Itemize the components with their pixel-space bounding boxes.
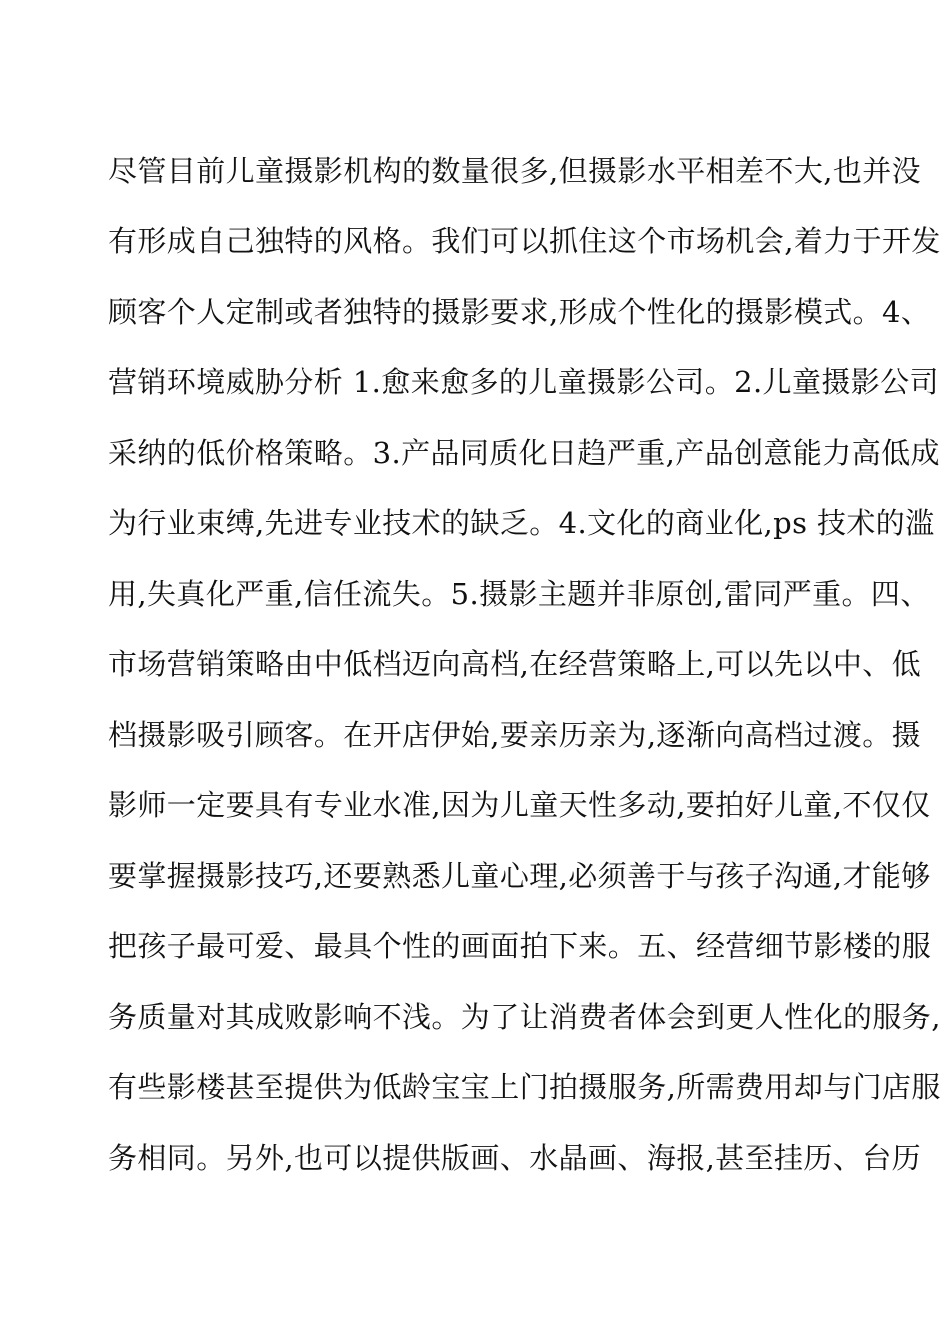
text-line: 有些影楼甚至提供为低龄宝宝上门拍摄服务,所需费用却与门店服 [108, 1070, 941, 1104]
text-line: 务相同。另外,也可以提供版画、水晶画、海报,甚至挂历、台历 [108, 1141, 922, 1175]
text-line: 顾客个人定制或者独特的摄影要求,形成个性化的摄影模式。4、 [108, 295, 931, 329]
text-line: 尽管目前儿童摄影机构的数量很多,但摄影水平相差不大,也并没 [108, 154, 922, 188]
text-line: 采纳的低价格策略。3.产品同质化日趋严重,产品创意能力高低成 [108, 436, 940, 470]
text-line: 有形成自己独特的风格。我们可以抓住这个市场机会,着力于开发 [108, 224, 941, 258]
text-line: 务质量对其成败影响不浅。为了让消费者体会到更人性化的服务, [108, 1000, 941, 1034]
text-line: 影师一定要具有专业水准,因为儿童天性多动,要拍好儿童,不仅仅 [108, 788, 931, 822]
text-line: 要掌握摄影技巧,还要熟悉儿童心理,必须善于与孩子沟通,才能够 [108, 859, 931, 893]
text-line: 把孩子最可爱、最具个性的画面拍下来。五、经营细节影楼的服 [108, 929, 932, 963]
text-line: 市场营销策略由中低档迈向高档,在经营策略上,可以先以中、低 [108, 647, 922, 681]
text-line: 营销环境威胁分析 1.愈来愈多的儿童摄影公司。2.儿童摄影公司 [108, 365, 939, 399]
text-line: 档摄影吸引顾客。在开店伊始,要亲历亲为,逐渐向高档过渡。摄 [108, 718, 922, 752]
text-line: 为行业束缚,先进专业技术的缺乏。4.文化的商业化,ps 技术的滥 [108, 506, 935, 540]
text-line: 用,失真化严重,信任流失。5.摄影主题并非原创,雷同严重。四、 [108, 577, 930, 611]
